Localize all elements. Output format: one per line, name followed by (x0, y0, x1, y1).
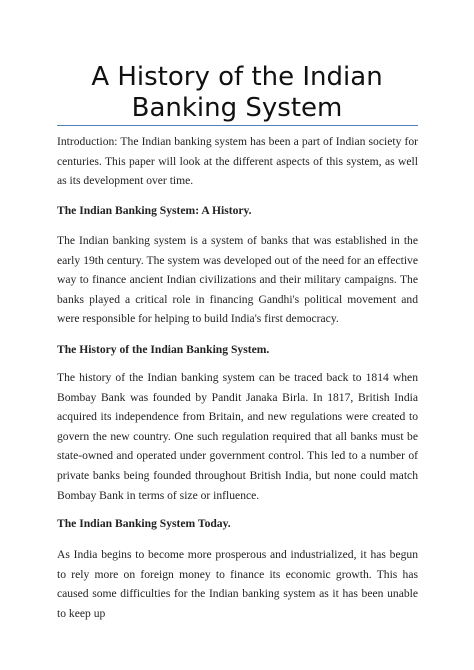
section-2-body: The history of the Indian banking system can be traced back to 1814 when Bombay Bank was founded by Pandit Janaka Birla. In 1817, British India acquired its independence from Britain, and new regulations were created to govern the new country. One such regulation required that all banks must be state-owned and operated under government control. This led to a number of private banks being founded throughout British India, but none could match Bombay Bank in terms of size or influence. (57, 371, 418, 502)
section-1-body: The Indian banking system is a system of banks that was established in the early 19th century. The system was developed out of the need for an effective way to finance ancient Indian civilizations and their military campaigns. The banks played a critical role in financing Gandhi's political movement and were responsible for helping to build India's first democracy. (57, 234, 418, 326)
document-title: A History of the Indian Banking System (91, 62, 383, 123)
section-3-heading: The Indian Banking System Today. (57, 517, 231, 530)
section-3-body: As India begins to become more prosperous and industrialized, it has begun to rely more on foreign money to finance its economic growth. This has caused some difficulties for the Indian banking system as it has been unable to keep up (57, 548, 418, 620)
section-2-heading: The History of the Indian Banking System. (57, 343, 270, 356)
introduction-paragraph: Introduction: The Indian banking system has been a part of Indian society for centuries. This paper will look at the different aspects of this system, as well as its development over time. (57, 135, 418, 188)
title-underline (57, 125, 418, 126)
section-1-heading: The Indian Banking System: A History. (57, 204, 252, 217)
